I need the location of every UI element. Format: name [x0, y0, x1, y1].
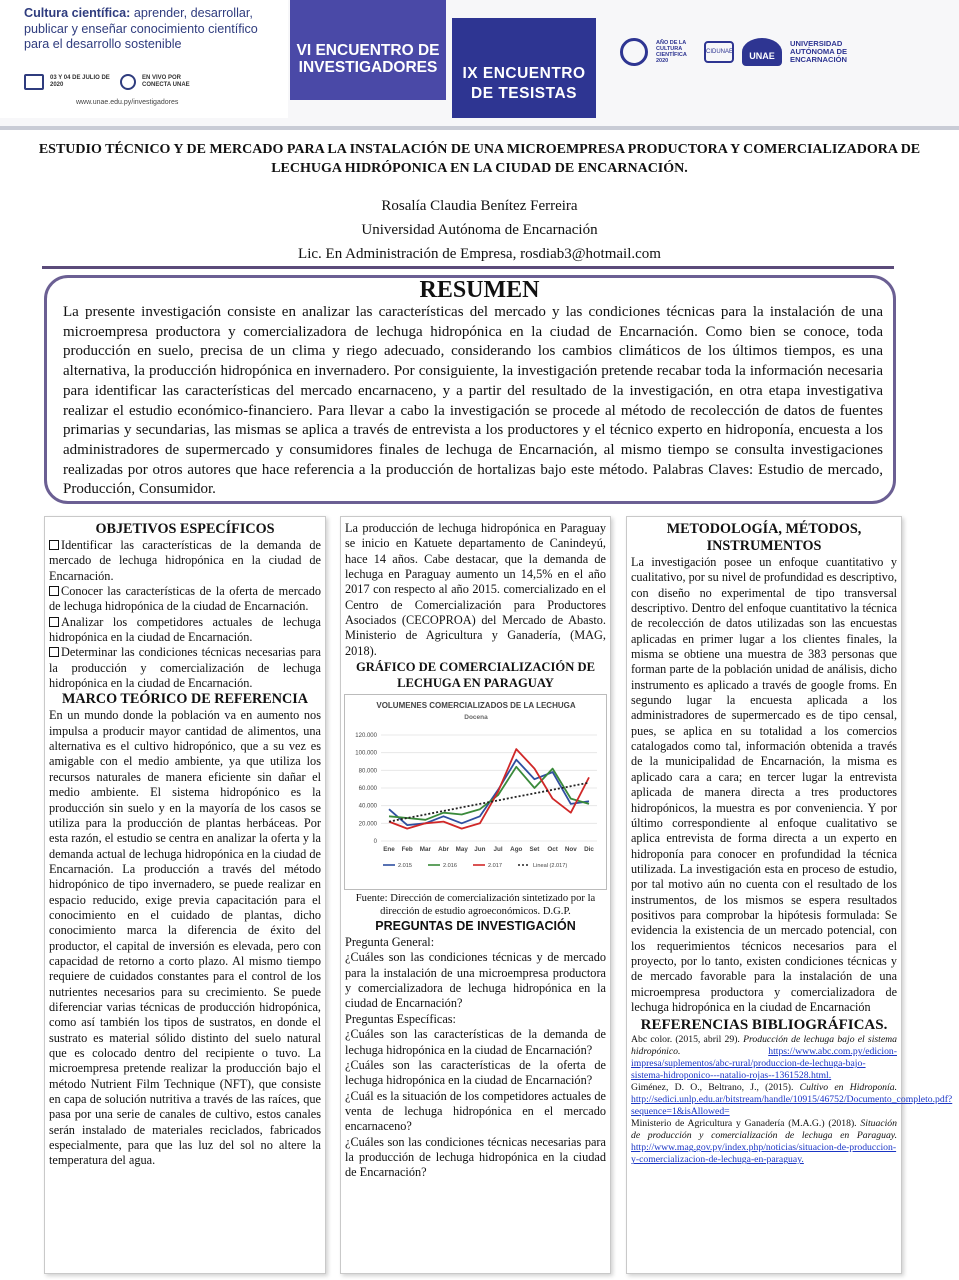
- column-methodology: [626, 516, 953, 1274]
- x-tick-label: Abr: [438, 846, 449, 854]
- calendar-icon: [24, 74, 44, 90]
- objective-text: Determinar las condiciones técnicas necesarias para la producción y comercialización de lechuga hidropónica en la ciudad de Encarnación.: [49, 645, 321, 691]
- specific-question: ¿Cuáles son las características de la oferta de lechuga hidropónica en la ciudad de Encarnación?: [345, 1057, 606, 1088]
- references-list: [631, 1034, 953, 1166]
- series-line: [389, 760, 589, 825]
- science-year-logo-icon: [620, 38, 648, 66]
- abstract-heading: RESUMEN: [419, 277, 540, 303]
- methodology-text: La investigación posee un enfoque cuantitativo y cualitativo, por su nivel de profundidad es descriptivo, con diseño no experimental de tipo transversal descriptivo. Dentro del enfoque cuantitativo la técnica de recolección de datos utilizadas son las encuestas aplicadas en primer lugar a los clientes finales, la misma se obtiene una muestra de 383 personas que forman parte de la población unidad de análisis, dicho instrumento es aplicado a través de google froms. En segundo lugar la encuesta aplicada a los administradores de supermercado es de tipo censal, pues, se aplica en su totalidad a los comercios catalogados como tal, información obtenida a través de la municipalidad de Encarnación, la misma es aplicado cara a cara; en tercer lugar la entrevista aplicada de manera directa a tres productores hidropónicos, la muestra es por conveniencia. Y por último correspondiente al enfoque cualitativo se aplica entrevista de forma directa a un experto en hidroponía para conocer en profundidad la técnica utilizada. La investigación esta en proceso de estudio, por tal motivo aún no cuenta con el resultado de los instrumentos, de los mismos se espera resultados positivos para comprobar la hipótesis formulada: Se evidencia la existencia de un mercado potencial, con los requerimientos técnicos necesarios para el proyecto, por lo tanto, existen condiciones técnicas y de mercado favorable para la instalación de una microempresa productora y comercializadora de lechuga hidropónica en la ciudad de Encarnación: [631, 555, 897, 1014]
- specific-question: ¿Cuál es la situación de los competidores actuales de venta de lechuga hidropónica en el mercado encarnaceno?: [345, 1088, 606, 1134]
- university-logo-text: UNIVERSIDAD AUTÓNOMA DE ENCARNACIÓN: [790, 39, 848, 64]
- science-year-logo-text: AÑO DE LA CULTURA CIENTÍFICA 2020: [656, 40, 687, 64]
- banner-url: www.unae.edu.py/investigadores: [76, 99, 179, 106]
- reference-author: Giménez, D. O., Beltrano, J., (2015).: [631, 1082, 794, 1094]
- objective-item: [49, 615, 321, 646]
- paper-title: ESTUDIO TÉCNICO Y DE MERCADO PARA LA INSTALACIÓN DE UNA MICROEMPRESA PRODUCTORA Y COMERCIALIZADORA DE LECHUGA HIDRÓPONICA EN LA CIUDAD DE ENCARNACIÓN.: [38, 142, 921, 176]
- column-chart-questions: [340, 516, 611, 1274]
- reference-link[interactable]: https://www.abc.com.py/edicion-impresa/suplementos/abc-rural/produccion-de-lechuga-bajo-sistema-hidroponico---natalio-rojas--1361528.html.: [631, 1046, 897, 1082]
- column-objectives: [44, 516, 326, 1274]
- chart-subtitle: Docena: [464, 714, 488, 722]
- x-tick-label: Nov: [564, 846, 577, 854]
- checkbox-icon: [49, 586, 59, 596]
- tagline-bold: Cultura científica:: [24, 6, 131, 20]
- methodology-heading: METODOLOGÍA, MÉTODOS, INSTRUMENTOS: [666, 521, 862, 554]
- author-name: Rosalía Claudia Benítez Ferreira: [381, 198, 578, 214]
- cidunae-logo: CIDUNAE: [704, 41, 734, 63]
- y-tick-label: 120.000: [355, 733, 377, 740]
- objective-text: Analizar los competidores actuales de lechuga hidropónica en la ciudad de Encarnación.: [49, 614, 321, 645]
- x-tick-label: Mar: [419, 846, 431, 854]
- banner-tagline: [24, 6, 274, 53]
- author-block: [0, 194, 959, 266]
- theory-text: En un mundo donde la población va en aumento nos impulsa a producir mayor cantidad de alimentos, una alternativa es el cultivo hidropónico, que a su vez es amigable con el medio ambiente, ya que utiliza los recursos naturales de manera eficiente sin dañar el medio ambiente. El sistema hidropónico es la producción sin suelo y en la mayoría de los casos se utiliza para la producción de plantas herbáceas. Por esta razón, el estudio se centra en analizar la oferta y la demanda actual de lechuga hidropónica en la ciudad de Encarnación. La producción a través del método hidropónico de tipo invernadero, se puede realizar en espacio reducido, exige previa capacitación para el conocimiento en el cuidado de plantas, dicho conocimiento marca la diferencia de éxito del productor, el capital de inversión es elevada, pero con capacidad de retorno a corto plazo. Al mismo tiempo requiere de cuidados constantes para el control de los nutrientes necesarios para su crecimiento. Se puede diferenciar varias técnicas de producción hidropónica, como así también los tipos de sustratos, en donde el sustrato es material sólido distinto del suelo natural que es colocado dentro del recipiente o tuvo. La microempresa pretende realizar la producción bajo el método Nutrient Film Technique (NFT), que consiste en capa de solución nutritiva a través de las raíces, que pasa por una serie de canales de cultivo, estos canales serán instalado de materiales reciclados, fabricados especialmente, para que las luz del sol no altere la temperatura del agua.: [49, 708, 321, 1168]
- reference-title: Cultivo en Hidroponía.: [799, 1082, 897, 1094]
- checkbox-icon: [49, 647, 59, 657]
- live-info: EN VIVO POR CONECTA UNAE: [142, 75, 190, 88]
- references-heading: REFERENCIAS BIBLIOGRÁFICAS.: [640, 1017, 888, 1034]
- title-divider: [42, 266, 894, 269]
- paraguay-production-text: La producción de lechuga hidropónica en Paraguay se inicio en Katuete departamento de Canindeyú, hace 14 años. Cabe destacar, que la demanda de lechuga en Paraguay aumento un 14,5% en el año 2017 con respecto al año 2015. comercializado en el Centro de Comercialización para Productores Asociados (CECOPROA) del Mercado de Abasto. Ministerio de Agricultura y Ganadería, (MAG, 2018).: [345, 521, 606, 658]
- event-badge-tesistas: IX ENCUENTRO DE TESISTAS: [452, 18, 596, 118]
- questions-heading: PREGUNTAS DE INVESTIGACIÓN: [375, 919, 576, 934]
- y-tick-label: 40.000: [358, 803, 377, 810]
- live-broadcast-icon: [120, 74, 136, 90]
- checkbox-icon: [49, 540, 59, 550]
- series-line: [389, 767, 589, 820]
- theory-heading: MARCO TEÓRICO DE REFERENCIA: [61, 691, 309, 708]
- specific-question: ¿Cuáles son las condiciones técnicas necesarias para la producción de lechuga hidropónica en la ciudad de Encarnación?: [345, 1134, 606, 1180]
- objective-text: Identificar las características de la demanda de mercado de lechuga hidropónica en la ciudad de Encarnación.: [49, 538, 321, 583]
- legend-label: Lineal (2.017): [533, 863, 568, 870]
- event-badge-investigadores: VI ENCUENTRO DE INVESTIGADORES: [290, 0, 446, 100]
- legend-label: 2.015: [398, 863, 412, 870]
- x-tick-label: Set: [529, 846, 540, 854]
- chart-svg: [345, 695, 607, 889]
- general-question-label: Pregunta General:: [345, 935, 435, 950]
- legend-label: 2.017: [488, 863, 502, 870]
- reference-item: [631, 1082, 953, 1118]
- objective-item: [49, 538, 321, 584]
- chart-title: VOLUMENES COMERCIALIZADOS DE LA LECHUGA: [376, 701, 576, 711]
- objectives-heading: OBJETIVOS ESPECÍFICOS: [95, 521, 275, 537]
- legend-label: 2.016: [443, 863, 457, 870]
- sponsor-logos: [620, 34, 950, 70]
- y-tick-label: 80.000: [358, 768, 377, 775]
- author-contact: Lic. En Administración de Empresa, rosdiab3@hotmail.com: [298, 246, 661, 262]
- reference-author: Ministerio de Agricultura y Ganadería (M.A.G.) (2018).: [631, 1118, 857, 1130]
- reference-item: [631, 1118, 897, 1166]
- header-banner: [0, 0, 959, 130]
- specific-question: ¿Cuáles son las características de la demanda de lechuga hidropónica en la ciudad de Encarnación?: [345, 1027, 606, 1057]
- lettuce-chart: [344, 694, 607, 890]
- unae-logo: UNAE: [742, 38, 782, 66]
- y-tick-label: 20.000: [358, 821, 377, 828]
- x-tick-label: Jun: [474, 846, 486, 854]
- x-tick-label: May: [455, 846, 468, 854]
- event-dates: 03 Y 04 DE JULIO DE 2020: [50, 75, 110, 88]
- abstract-text: La presente investigación consiste en analizar las características del mercado y las condiciones técnicas para la instalación de una microempresa productora y comercializadora de lechuga hidropónica en la ciudad de Encarnación. Como bien se conoce, toda producción en suelo, precisa de un clima y riego adecuado, considerando los cambios climáticos de los últimos tiempos, es una alternativa, la producción hidropónica en invernadero. Por consiguiente, la investigación pretende recabar toda la información necesaria para identificar las características del mercado encarnaceno, y a partir del resultado de la investigación, en otra etapa investigativa realizar el estudio económico-financiero. Para llevar a cabo la investigación se procede al método de recolección de datos de fuentes primarias y secundarias, las mismas se aplica a través de entrevista a los productores y el técnico experto en hidroponía, encuesta a los administradores de supermercado y consumidores finales de lechuga de Encarnación, al mismo tiempo se consulta investigaciones realizadas por otros autores que hace referencia a la producción de hortalizas bajo este método. Palabras Claves: Estudio de mercado, Producción, Consumidor.: [63, 304, 883, 498]
- checkbox-icon: [49, 617, 59, 627]
- x-tick-label: Dic: [584, 846, 594, 854]
- x-tick-label: Feb: [401, 846, 413, 854]
- banner-left-panel: [0, 0, 288, 118]
- author-affiliation: Universidad Autónoma de Encarnación: [361, 222, 598, 238]
- series-line: [389, 783, 589, 822]
- reference-title: Situación de producción y comercialización de lechuga en Paraguay.: [631, 1118, 897, 1142]
- x-tick-label: Ago: [510, 846, 523, 854]
- chart-source: Fuente: Dirección de comercialización sintetizado por la dirección de estudio agroeconómicos. D.G.P.: [355, 893, 596, 918]
- general-question: ¿Cuáles son las condiciones técnicas y de mercado para la instalación de una microempresa productora y comercializadora de lechuga hidropónica en la ciudad de Encarnación?: [345, 950, 606, 1011]
- banner-info: [24, 74, 206, 90]
- reference-title: Producción de lechuga bajo el sistema hidropónico.: [631, 1034, 897, 1058]
- y-tick-label: 60.000: [358, 786, 377, 793]
- objective-item: [49, 584, 321, 615]
- objective-item: [49, 645, 321, 691]
- specific-questions-label: Preguntas Específicas:: [345, 1011, 456, 1026]
- reference-item: [631, 1034, 897, 1082]
- reference-link[interactable]: http://www.mag.gov.py/index.php/noticias/situacion-de-produccion-y-comercializacion-de-lechuga-en-paraguay.: [631, 1142, 897, 1166]
- y-tick-label: 0: [373, 839, 377, 846]
- reference-link[interactable]: http://sedici.unlp.edu.ar/bitstream/handle/10915/46752/Documento_completo.pdf?sequence=1&isAllowed=: [631, 1094, 953, 1118]
- x-tick-label: Jul: [493, 846, 503, 854]
- tagline-rest: aprender, desarrollar, publicar y enseñar conocimiento científico para el desarrollo sostenible: [24, 6, 258, 51]
- x-tick-label: Ene: [383, 846, 395, 854]
- chart-heading: GRÁFICO DE COMERCIALIZACIÓN DE LECHUGA EN PARAGUAY: [356, 660, 595, 691]
- objective-text: Conocer las características de la oferta de mercado de lechuga hidropónica de la ciudad de Encarnación.: [49, 584, 321, 614]
- y-tick-label: 100.000: [355, 750, 377, 757]
- x-tick-label: Oct: [547, 846, 558, 854]
- reference-author: Abc color. (2015, abril 29).: [631, 1034, 740, 1046]
